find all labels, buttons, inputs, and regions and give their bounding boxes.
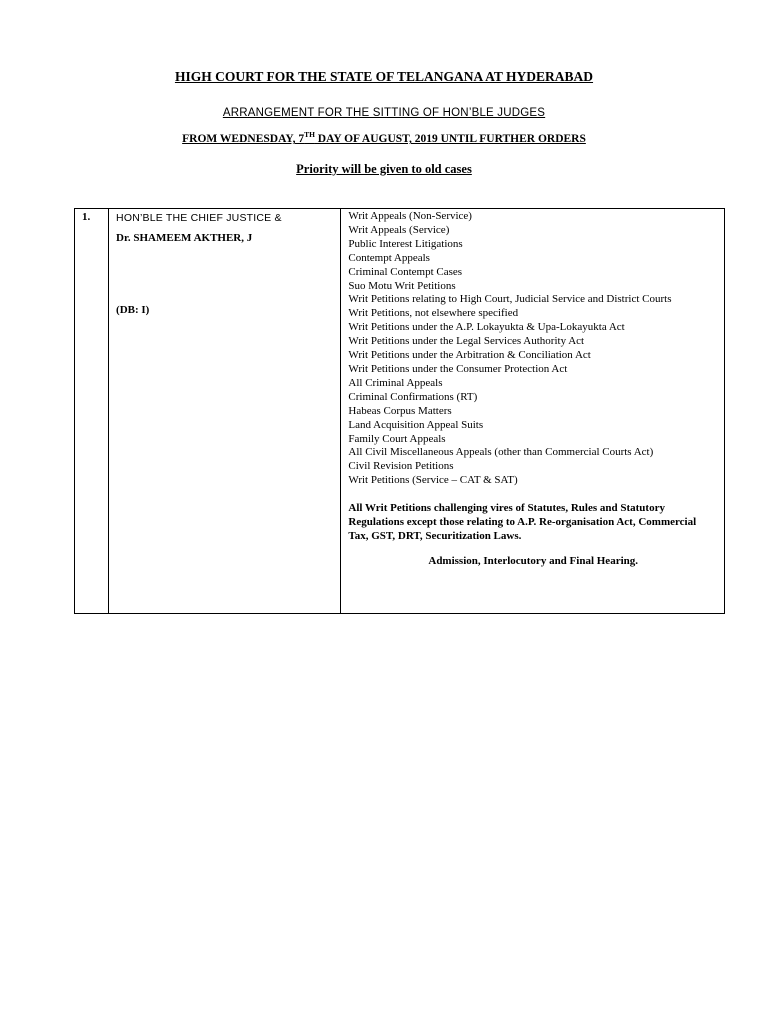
arrangement-heading: ARRANGEMENT FOR THE SITTING OF HON’BLE JUDGES	[222, 107, 546, 119]
list-item: Criminal Contempt Cases	[348, 265, 463, 278]
list-item: Suo Motu Writ Petitions	[348, 279, 456, 292]
list-item: Writ Appeals (Service)	[348, 223, 450, 236]
date-superscript: TH	[304, 130, 315, 139]
list-item: Public Interest Litigations	[348, 237, 463, 250]
date-suffix: DAY OF AUGUST, 2019 UNTIL FURTHER ORDERS	[314, 133, 586, 145]
list-item: All Criminal Appeals	[348, 376, 443, 389]
roster-table	[74, 208, 725, 614]
matters-list	[348, 210, 718, 488]
list-item: Land Acquisition Appeal Suits	[348, 418, 484, 431]
list-item: Family Court Appeals	[348, 432, 446, 445]
list-item: All Civil Miscellaneous Appeals (other than Commercial Courts Act)	[348, 446, 654, 459]
judge-name: Dr. SHAMEEM AKTHER, J	[116, 232, 253, 244]
list-item: Writ Petitions under the A.P. Lokayukta & Upa-Lokayukta Act	[348, 321, 625, 334]
serial-number: 1.	[82, 211, 91, 223]
list-item: Contempt Appeals	[348, 251, 430, 264]
matters-cell	[341, 209, 725, 614]
list-item: Habeas Corpus Matters	[348, 404, 452, 417]
list-item: Writ Petitions relating to High Court, Judicial Service and District Courts	[348, 293, 672, 306]
priority-note: Priority will be given to old cases	[296, 162, 472, 176]
list-item: Writ Petitions under the Consumer Protection Act	[348, 362, 568, 375]
hearing-note: Admission, Interlocutory and Final Hearing.	[428, 554, 638, 567]
list-item: Civil Revision Petitions	[348, 460, 454, 473]
list-item: Criminal Confirmations (RT)	[348, 390, 478, 403]
table-row	[75, 209, 725, 614]
list-item: Writ Petitions under the Arbitration & Conciliation Act	[348, 349, 591, 362]
vires-note: All Writ Petitions challenging vires of Statutes, Rules and Statutory Regulations except those relating to A.P. Re-organisation Act, Commercial Tax, GST, DRT, Securitization Laws.	[348, 502, 697, 542]
court-title: HIGH COURT FOR THE STATE OF TELANGANA AT HYDERABAD	[174, 69, 594, 84]
list-item: Writ Appeals (Non-Service)	[348, 210, 472, 222]
bench-label: (DB: I)	[116, 304, 150, 316]
list-item: Writ Petitions (Service – CAT & SAT)	[348, 474, 518, 487]
list-item: Writ Petitions, not elsewhere specified	[348, 307, 519, 320]
effective-date-heading	[0, 130, 768, 145]
date-prefix: FROM WEDNESDAY, 7	[182, 133, 305, 145]
judge-title: HON’BLE THE CHIEF JUSTICE &	[116, 212, 282, 224]
list-item: Writ Petitions under the Legal Services Authority Act	[348, 335, 585, 348]
serial-cell	[75, 209, 109, 614]
judge-cell	[109, 209, 341, 614]
